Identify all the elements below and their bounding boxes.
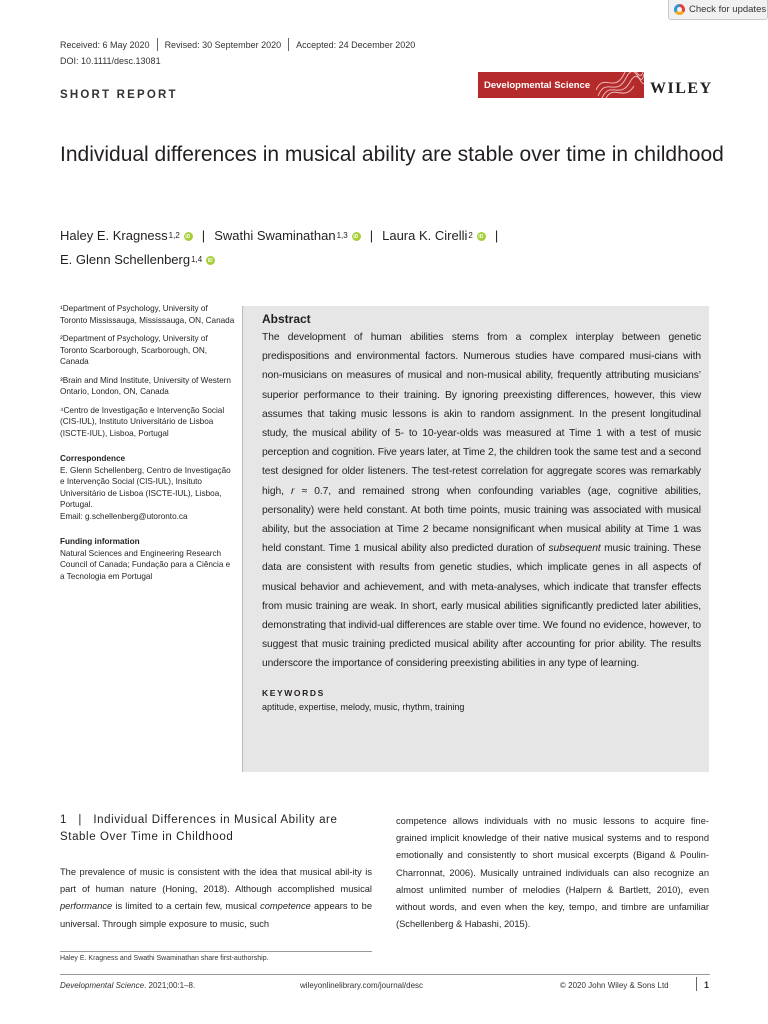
journal-pattern-icon <box>596 72 644 98</box>
keywords-heading: KEYWORDS <box>262 687 325 698</box>
funding-heading: Funding information <box>60 537 140 546</box>
section-title: Individual Differences in Musical Ability are Stable Over Time in Childhood <box>60 814 338 843</box>
page-number: 1 <box>704 980 710 990</box>
footer-citation-rest: . 2021;00:1–8. <box>144 981 196 990</box>
author-affiliation-sup: 1,4 <box>191 255 203 264</box>
article-dates <box>60 38 415 51</box>
footer-journal: Developmental Science <box>60 981 145 990</box>
journal-name: Developmental Science <box>484 79 591 91</box>
footer-copyright: © 2020 John Wiley & Sons Ltd <box>560 981 669 990</box>
funding-text: Natural Sciences and Engineering Research Council of Canada; Fundação para a Ciência e a Tecnologia em Portugal <box>60 548 231 581</box>
meta-divider <box>288 38 289 51</box>
author-name[interactable]: Swathi Swaminathan <box>214 228 336 243</box>
body-italic: performance <box>60 901 113 912</box>
affiliation: ⁴Centro de Investigação e Intervenção Social (CIS-IUL), Instituto Universitário de Lisboa (ISCTE-IUL), Lisboa, Portugal <box>60 405 225 438</box>
publisher-logo: WILEY <box>650 80 713 97</box>
abstract-text <box>262 328 701 674</box>
keywords-list: aptitude, expertise, melody, music, rhythm, training <box>262 701 465 712</box>
footer-divider <box>60 974 710 975</box>
body-text: is limited to a certain few, musical <box>112 901 261 912</box>
footer-citation <box>60 981 195 990</box>
correspondence-email[interactable]: Email: g.schellenberg@utoronto.ca <box>60 511 188 521</box>
body-column-left <box>60 864 372 933</box>
affiliations-column <box>60 303 236 589</box>
abstract-box <box>242 306 709 772</box>
author-separator: | <box>369 228 374 243</box>
author-line-1 <box>60 228 507 243</box>
footer-separator <box>696 977 697 991</box>
affiliation: ¹Department of Psychology, University of Toronto Mississauga, Mississauga, ON, Canada <box>60 304 235 325</box>
footer-url[interactable]: wileyonlinelibrary.com/journal/desc <box>300 981 424 990</box>
abstract-part: music training. These data are consistent with results from genetic studies, which implicate genes in all aspects of musical behavior and achievement, and with meta-analyses, which indicate that transfer effects from music training are weak. In short, early musical abilities significantly predicted later abilities, demonstrating that individ-ual differences are stable over time. We found no evidence, however, to suggest that music training predicted musical ability after accounting for prior ability. The results underscore the importance of considering preexisting abilities in any type of learning. <box>262 543 701 670</box>
body-italic: competence <box>260 901 311 912</box>
author-affiliation-sup: 1,3 <box>336 231 348 240</box>
article-type: SHORT REPORT <box>60 89 178 101</box>
orcid-icon[interactable] <box>477 232 486 241</box>
check-for-updates-label: Check for updates <box>689 4 767 15</box>
doi-link[interactable]: DOI: 10.1111/desc.13081 <box>60 56 161 66</box>
abstract-part: The development of human abilities stems from a complex interplay between genetic predispositions and environmental factors. Numerous studies have compared musi-cians with non-musicians on measures of musical and non-musical ability, frequently attributing musicians’ superior performance to their training. By ignoring preexisting differences, however, this view assumes that taking music lessons is akin to random assignment. In the present longitudinal study, the musical ability of 5- to 10-year-olds was measured at Time 1 with a test of music perception and cognition. Five years later, at Time 2, the children took the same test and a second test designed for older listeners. The test-retest correlation for aggregate scores was remarkably high, <box>262 332 701 497</box>
received-date: Received: 6 May 2020 <box>60 39 150 50</box>
author-separator: | <box>201 228 206 243</box>
article-title: Individual differences in musical ability are stable over time in childhood <box>60 143 724 166</box>
section-number: 1 <box>60 814 67 826</box>
author-affiliation-sup: 1,2 <box>168 231 180 240</box>
correspondence-heading: Correspondence <box>60 454 126 463</box>
abstract-italic: r <box>291 485 295 497</box>
section-separator: | <box>78 814 82 826</box>
check-for-updates-button[interactable] <box>668 0 768 20</box>
affiliation: ²Department of Psychology, University of Toronto Scarborough, Scarborough, ON, Canada <box>60 334 208 366</box>
revised-date: Revised: 30 September 2020 <box>164 39 282 50</box>
body-text: appears to be universal. Through simple exposure to music, such <box>60 901 372 929</box>
orcid-icon[interactable] <box>206 256 215 265</box>
author-name[interactable]: E. Glenn Schellenberg <box>60 252 191 267</box>
abstract-heading: Abstract <box>262 312 311 326</box>
accepted-date: Accepted: 24 December 2020 <box>296 39 416 50</box>
footnote: Haley E. Kragness and Swathi Swaminathan share first-authorship. <box>60 955 269 962</box>
abstract-italic: subsequent <box>548 543 601 555</box>
footnote-divider <box>60 951 372 952</box>
author-separator: | <box>494 228 499 243</box>
body-text: The prevalence of music is consistent with the idea that musical abil-ity is part of human nature (Honing, 2018). Although accomplished musical <box>60 867 372 895</box>
body-column-right: competence allows individuals with no music lessons to acquire fine-grained implicit knowledge of their native musical systems and to respond emotionally and consistently to short musical excerpts (Bigand & Poulin-Charronnat, 2006). Musically untrained individuals can also recognize an almost unlimited number of melodies (Halpern & Bartlett, 2010), even without words, and even when the key, tempo, and timbre are unfamiliar (Schellenberg & Habashi, 2015). <box>396 816 709 930</box>
author-affiliation-sup: 2 <box>468 231 473 240</box>
author-name[interactable]: Laura K. Cirelli <box>382 228 468 243</box>
meta-divider <box>157 38 158 51</box>
affiliation: ³Brain and Mind Institute, University of Western Ontario, London, ON, Canada <box>60 375 231 396</box>
author-name[interactable]: Haley E. Kragness <box>60 228 168 243</box>
orcid-icon[interactable] <box>184 232 193 241</box>
author-line-2 <box>60 252 215 267</box>
journal-logo[interactable] <box>478 72 644 98</box>
orcid-icon[interactable] <box>352 232 361 241</box>
correspondence-text: E. Glenn Schellenberg, Centro de Investigação e Intervenção Social (CIS-IUL), Insituto Universitário de Lisboa (ISCTE-IUL), Lisboa, Portugal. <box>60 465 231 509</box>
crossmark-icon <box>674 4 685 15</box>
abstract-part: ≈ 0.7, and remained strong when confounding variables (age, cognitive abilities, personality) were held constant. At both time points, music training was associated with musical ability, but the association at Time 2 became nonsignificant when musical ability at Time 1 was held constant. Time 1 musical ability also predicted duration of <box>262 485 701 555</box>
section-heading <box>60 812 370 846</box>
